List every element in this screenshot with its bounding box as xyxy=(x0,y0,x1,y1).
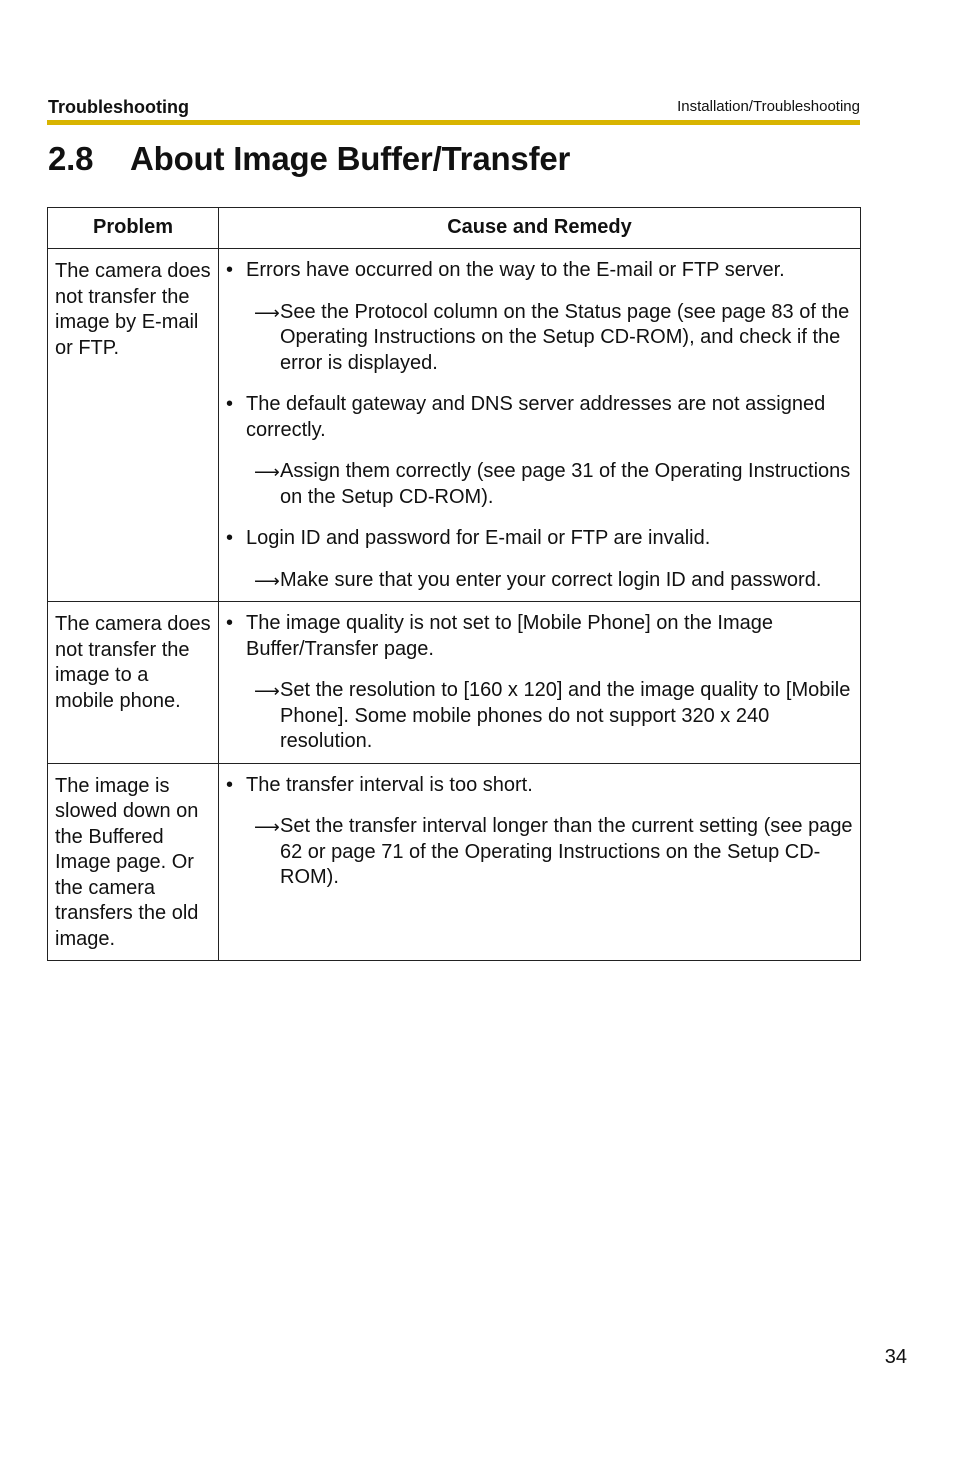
bullet-icon: • xyxy=(226,393,234,415)
arrow-right-icon: ⟶ xyxy=(254,570,280,591)
arrow-right-icon: ⟶ xyxy=(254,302,280,323)
cause-text: Errors have occurred on the way to the E-mail or FTP server. xyxy=(246,259,785,281)
table-row xyxy=(48,249,861,602)
cause-item xyxy=(226,611,854,662)
running-header-section: Troubleshooting xyxy=(48,97,189,117)
remedy-item xyxy=(226,678,854,755)
remedy-text: Set the resolution to [160 x 120] and the image quality to [Mobile Phone]. Some mobile phones do not support 320 x 240 resolution. xyxy=(280,679,851,752)
column-header-cause-remedy: Cause and Remedy xyxy=(219,208,861,249)
cause-item xyxy=(226,526,854,552)
bullet-icon: • xyxy=(226,612,234,634)
problem-cell: The camera does not transfer the image to a mobile phone. xyxy=(48,602,219,764)
bullet-icon: • xyxy=(226,773,234,796)
remedy-text: Set the transfer interval longer than the current setting (see page 62 or page 71 of the Operating Instructions on the Setup CD-ROM). xyxy=(280,815,853,888)
running-header-chapter: Installation/Troubleshooting xyxy=(677,98,860,115)
section-title xyxy=(48,140,570,178)
table-row xyxy=(48,763,861,961)
cause-remedy-cell xyxy=(219,763,861,961)
header-rule xyxy=(47,120,860,125)
remedy-text: Make sure that you enter your correct login ID and password. xyxy=(280,568,822,591)
section-title-text: About Image Buffer/Transfer xyxy=(130,140,571,177)
remedy-item xyxy=(226,300,854,377)
arrow-right-icon: ⟶ xyxy=(254,817,280,837)
cause-text: The transfer interval is too short. xyxy=(246,773,533,796)
section-number: 2.8 xyxy=(48,140,94,177)
table-row xyxy=(48,602,861,764)
cause-item xyxy=(226,392,854,443)
troubleshooting-table xyxy=(47,207,861,961)
remedy-item xyxy=(226,814,854,891)
cause-text: The default gateway and DNS server addresses are not assigned correctly. xyxy=(246,393,826,441)
bullet-icon: • xyxy=(226,259,234,281)
problem-cell: The camera does not transfer the image by E-mail or FTP. xyxy=(48,249,219,602)
table-header-row xyxy=(48,208,861,249)
cause-remedy-cell xyxy=(219,249,861,602)
cause-remedy-cell xyxy=(219,602,861,764)
arrow-right-icon: ⟶ xyxy=(254,681,280,701)
remedy-text: Assign them correctly (see page 31 of the Operating Instructions on the Setup CD-ROM). xyxy=(280,460,851,508)
remedy-item xyxy=(226,459,854,510)
cause-item xyxy=(226,258,854,284)
remedy-item xyxy=(226,568,854,594)
column-header-problem: Problem xyxy=(48,208,219,249)
arrow-right-icon: ⟶ xyxy=(254,462,280,482)
cause-item xyxy=(226,773,854,799)
remedy-text: See the Protocol column on the Status page (see page 83 of the Operating Instructions on the Setup CD-ROM), and check if the error is displayed. xyxy=(280,300,850,374)
problem-cell: The image is slowed down on the Buffered Image page. Or the camera transfers the old image. xyxy=(48,763,219,961)
bullet-icon: • xyxy=(226,527,234,549)
page-number: 34 xyxy=(884,1346,907,1368)
cause-text: Login ID and password for E-mail or FTP are invalid. xyxy=(246,527,711,549)
cause-text: The image quality is not set to [Mobile Phone] on the Image Buffer/Transfer page. xyxy=(246,612,773,660)
